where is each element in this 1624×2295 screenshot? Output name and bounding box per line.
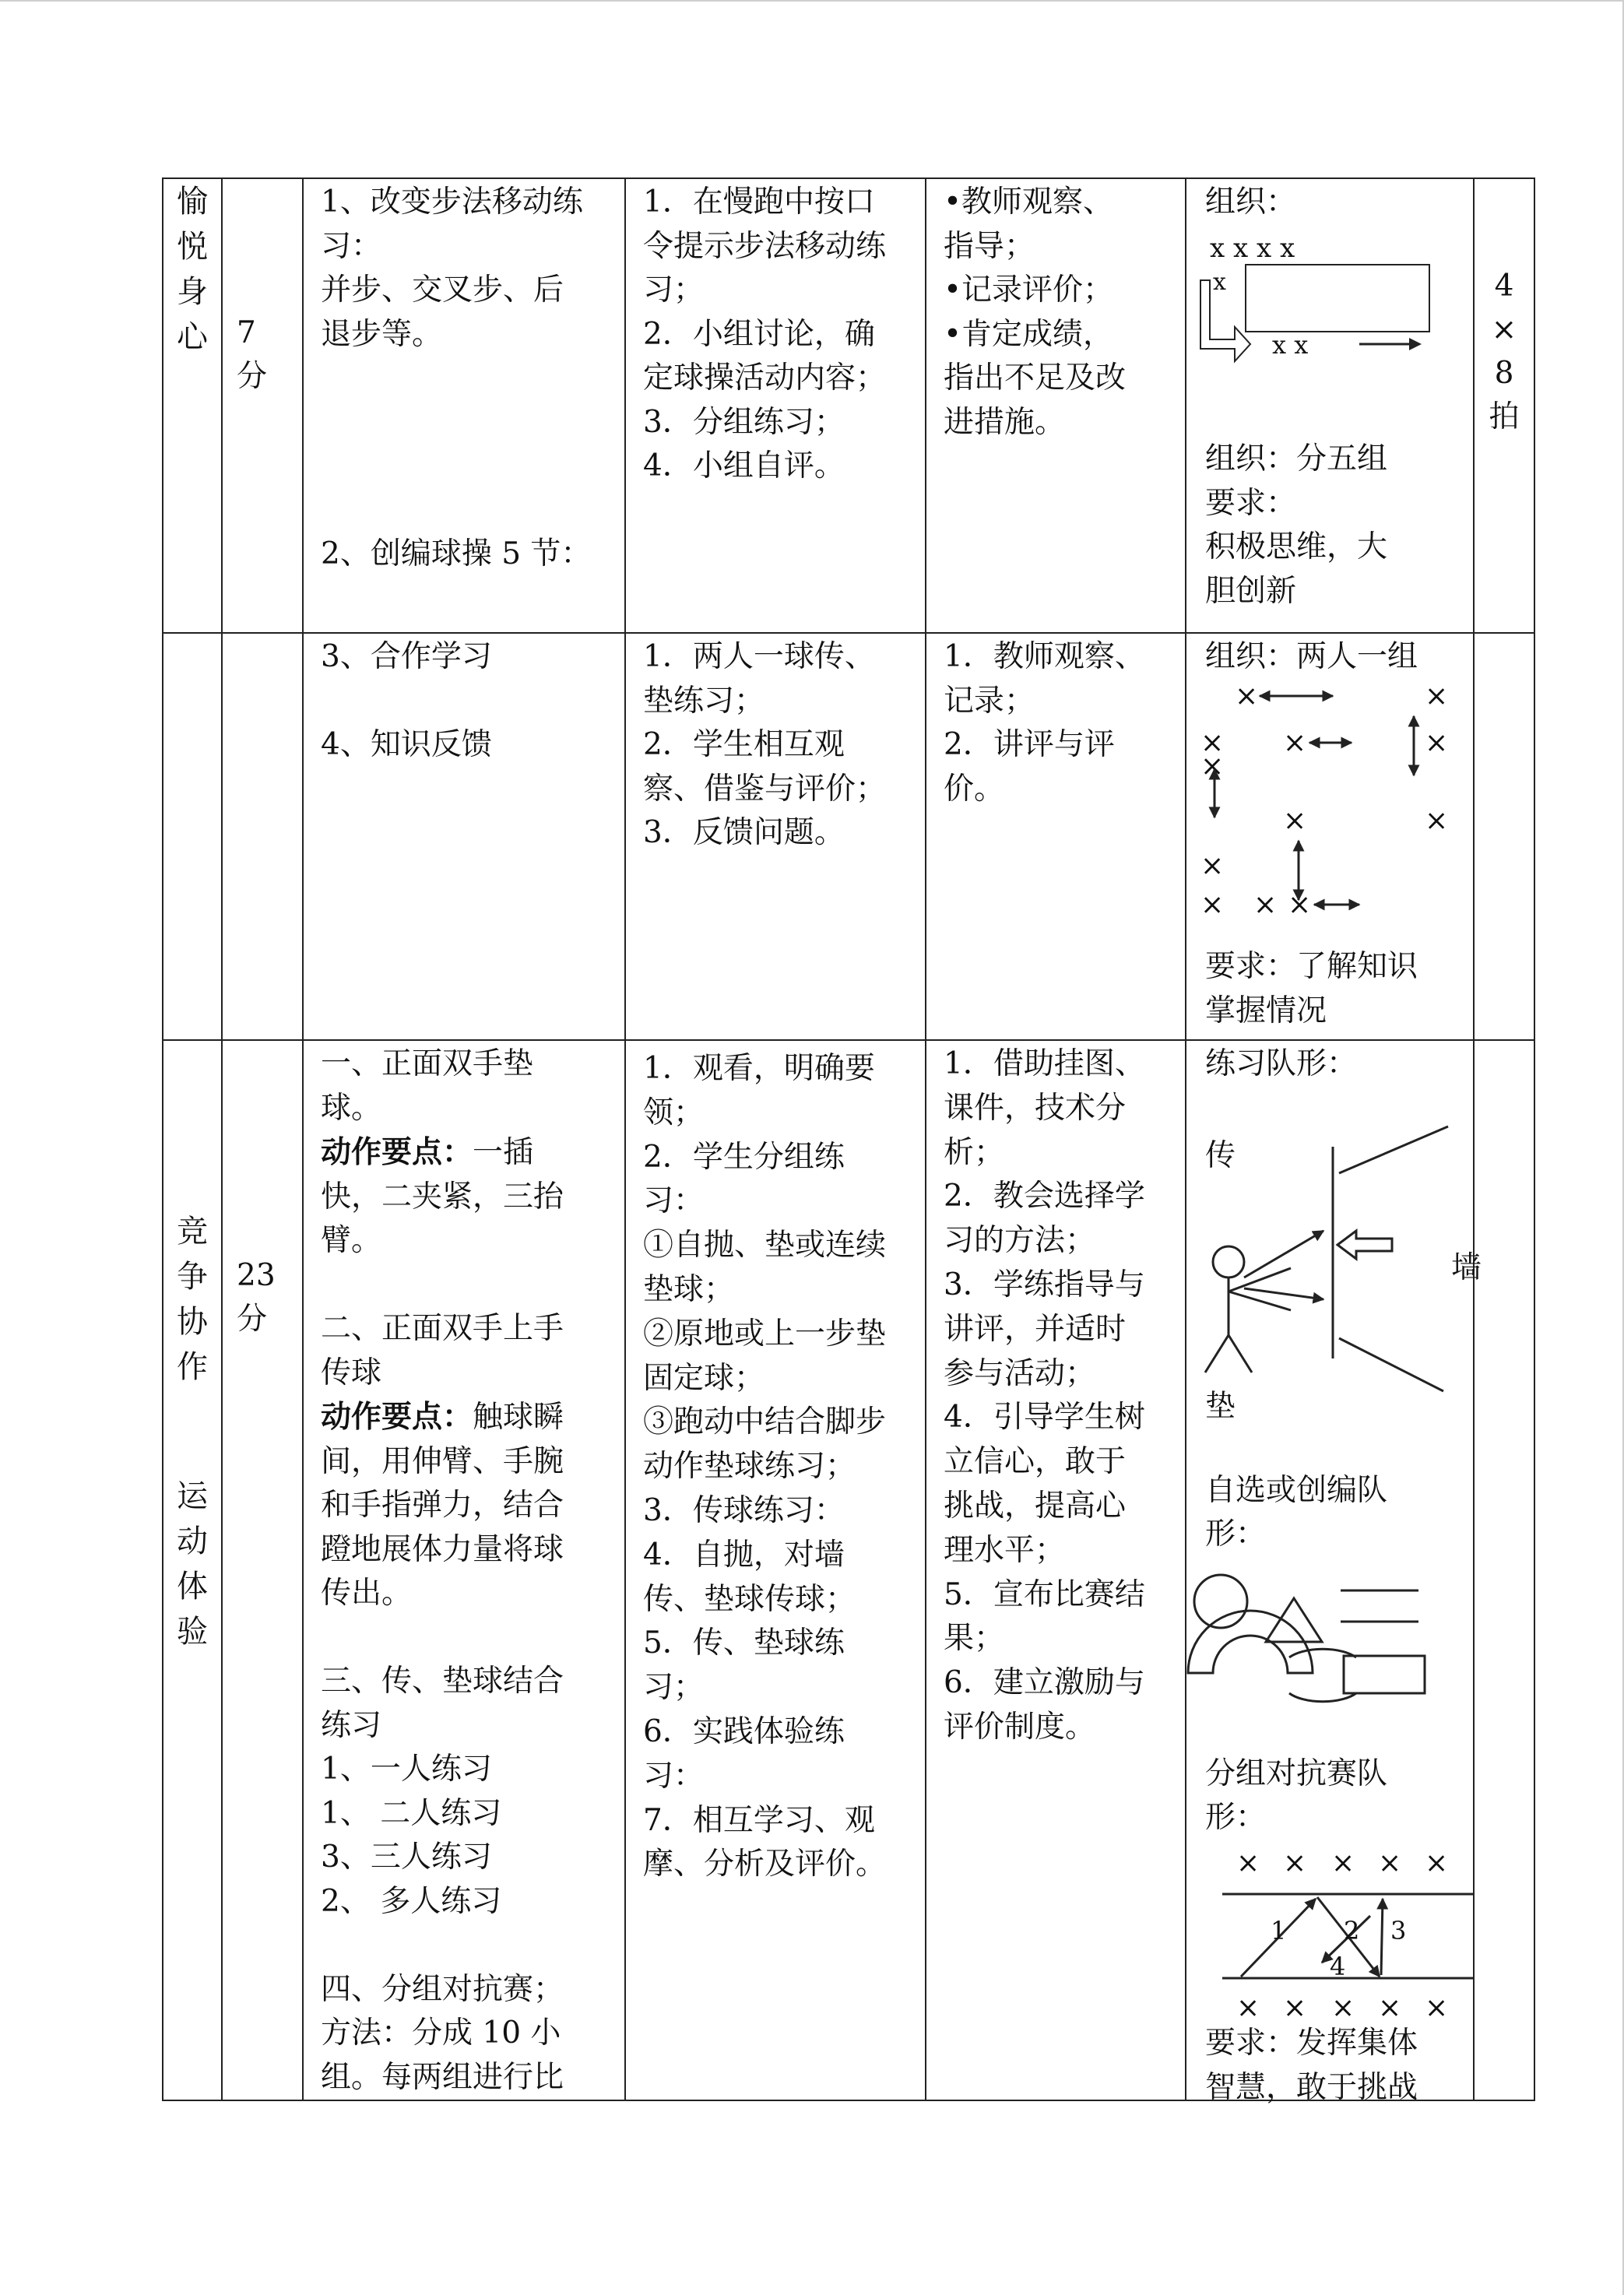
teacher-cell — [926, 633, 1186, 1040]
student-activity-text: 1．在慢跑中按口 令提示步法移动练 习； 2．小组讨论，确 定球操活动内容； 3．分组练习； 4．小组自评。 — [643, 185, 887, 483]
content-text: 1、改变步法移动练 习： 并步、交叉步、后 退步等。 2、创编球操 5 节： — [321, 185, 592, 571]
pair-formation-diagram — [1186, 677, 1475, 926]
player-mark: × — [1378, 1847, 1402, 1879]
team-marks-bottom — [1236, 1992, 1448, 2024]
label-wall: 墙 — [1451, 1250, 1482, 1285]
org-title: 组织： — [1205, 185, 1297, 220]
beat-cell — [1474, 633, 1534, 1040]
player-mark: × — [1283, 1847, 1307, 1879]
time-label: 23 分 — [237, 1258, 276, 1337]
org-compete-title: 分组对抗赛队形： — [1205, 1756, 1388, 1835]
student-cell — [625, 1040, 926, 2100]
label-pass: 传 — [1205, 1138, 1236, 1173]
table-row — [163, 178, 1534, 633]
student-activity-text: 1．两人一球传、 垫练习； 2．学生相互观 察、借鉴与评价； 3．反馈问题。 — [643, 639, 887, 850]
org-requirement: 要求：了解知识 掌握情况 — [1205, 949, 1418, 1028]
player-mark: × — [1253, 889, 1278, 921]
organization-cell — [1186, 633, 1474, 1040]
number-label: 2 — [1344, 1916, 1360, 1945]
number-label: 3 — [1390, 1916, 1407, 1945]
beat-cell — [1474, 178, 1534, 633]
person-head-icon — [1213, 1246, 1244, 1278]
key-point-label: 动作要点： — [321, 1134, 473, 1170]
teacher-cell — [926, 1040, 1186, 2100]
student-cell — [625, 178, 926, 633]
player-mark: × — [1200, 727, 1225, 759]
stage-cell — [163, 633, 222, 1040]
student-cell — [625, 633, 926, 1040]
stage-cell — [163, 178, 222, 633]
label-dig: 垫 — [1205, 1389, 1236, 1424]
formation-mark-side: x — [1213, 269, 1226, 296]
org-notes: 组织：分五组 要求： 积极思维，大 胆创新 — [1205, 441, 1388, 609]
team-marks-top — [1236, 1847, 1448, 1879]
formation-diagram-1 — [1186, 226, 1475, 366]
player-mark: × — [1283, 727, 1307, 759]
player-mark: × — [1378, 1992, 1402, 2024]
time-cell — [222, 178, 303, 633]
player-mark: × — [1425, 805, 1449, 837]
formation-box — [1246, 265, 1429, 332]
player-mark: × — [1236, 1992, 1260, 2024]
content-cell — [303, 178, 625, 633]
custom-formation-shapes — [1188, 1575, 1425, 1702]
player-mark: × — [1331, 1847, 1355, 1879]
org-requirement: 要求：发挥集体 智慧，敢于挑战 — [1205, 2026, 1418, 2105]
player-mark: × — [1236, 1847, 1260, 1879]
teacher-cell — [926, 178, 1186, 633]
hollow-arrow-icon — [1338, 1231, 1392, 1259]
pass-arrow-icon — [1381, 1899, 1383, 1975]
arrow-to-wall-icon — [1244, 1288, 1323, 1299]
player-marks — [1200, 680, 1448, 921]
teacher-activity-text: 1．教师观察、 记录； 2．讲评与评 价。 — [944, 639, 1145, 807]
content-text: 3、合作学习 4、知识反馈 — [321, 639, 492, 762]
formation-marks-bottom: x x — [1272, 330, 1309, 360]
content-cell — [303, 1040, 625, 2100]
player-mark: × — [1331, 1992, 1355, 2024]
organization-cell — [1186, 178, 1474, 633]
table-row — [163, 1040, 1534, 2100]
lesson-plan-table — [162, 177, 1535, 2105]
number-label: 1 — [1271, 1916, 1287, 1945]
player-mark: × — [1200, 889, 1225, 921]
player-mark: × — [1235, 680, 1259, 712]
stage-label-top: 竞争协作 — [177, 1214, 208, 1385]
table-row — [163, 633, 1534, 1040]
wall-practice-diagram — [1205, 1126, 1448, 1391]
org-title: 练习队形： — [1205, 1046, 1358, 1081]
number-label: 4 — [1330, 1952, 1346, 1981]
student-activity-text: 1．观看，明确要 领； 2．学生分组练 习： ①自抛、垫或连续 垫球； ②原地或上一步垫 固定球； ③跑动中结合脚步 动作垫球练习； 3．传球练习： 4．自抛，对墙 传、垫球传球； 5．传、垫球练 习； 6．实践体验练 习： 7．相互学习、观 摩、分析及评价。 — [643, 1051, 887, 1882]
bracket-shape-icon — [1289, 1693, 1356, 1702]
player-mark: × — [1425, 680, 1449, 712]
beat-label: 4 × 8 拍 — [1489, 269, 1520, 434]
player-mark: × — [1283, 1992, 1307, 2024]
player-mark: × — [1200, 850, 1225, 882]
player-mark: × — [1200, 750, 1225, 782]
org-title: 组织：两人一组 — [1205, 639, 1418, 674]
stage-label: 愉悦身心 — [177, 184, 208, 355]
player-mark: × — [1425, 1992, 1449, 2024]
content-text: 一、正面双手垫 球。 动作要点：一插 快，二夹紧，三抬 臂。 二、正面双手上手 传球 动作要点：触球瞬 间，用伸臂、手腕 和手指弹力，结合 蹬地展体力量将球 传出。 三、传、垫球结合 练习 1、一人练习 1、 二人练习 3、三人练习 2、 多人练习 四、分组对抗赛； 方法：分成 10 小 组。每两组进行比 — [321, 1046, 564, 2095]
org-custom-title: 自选或创编队形： — [1205, 1473, 1388, 1552]
stage-cell — [163, 1040, 222, 2100]
player-mark: × — [1288, 889, 1312, 921]
circle-shape-icon — [1194, 1575, 1247, 1628]
time-cell — [222, 1040, 303, 2100]
pass-arrows — [1214, 696, 1414, 905]
formation-marks-top: x x x x — [1210, 233, 1295, 264]
practice-diagrams — [1186, 1088, 1482, 2076]
time-label: 7 分 — [237, 315, 268, 394]
teacher-activity-text: 1．借助挂图、 课件，技术分 析； 2．教会选择学 习的方法； 3．学练指导与 讲评，并适时 参与活动； 4．引导学生树 立信心，敢于 挑战，提高心 理水平； 5．宣布比赛结 果； 6．建立激励与 评价制度。 — [944, 1046, 1145, 1745]
teacher-activity-text: •教师观察、 指导； •记录评价； •肯定成绩， 指出不足及改 进措施。 — [944, 185, 1127, 440]
time-cell — [222, 633, 303, 1040]
beat-cell — [1474, 1040, 1534, 2100]
content-cell — [303, 633, 625, 1040]
rectangle-shape-icon — [1344, 1656, 1425, 1693]
player-mark: × — [1425, 1847, 1449, 1879]
player-mark: × — [1425, 727, 1449, 759]
key-point-label: 动作要点： — [321, 1399, 473, 1435]
triangle-shape-icon — [1266, 1598, 1322, 1642]
player-mark: × — [1283, 805, 1307, 837]
arrowhead-icon — [1409, 338, 1422, 350]
organization-cell — [1186, 1040, 1482, 2105]
stage-label-bottom: 运动体验 — [177, 1478, 208, 1650]
